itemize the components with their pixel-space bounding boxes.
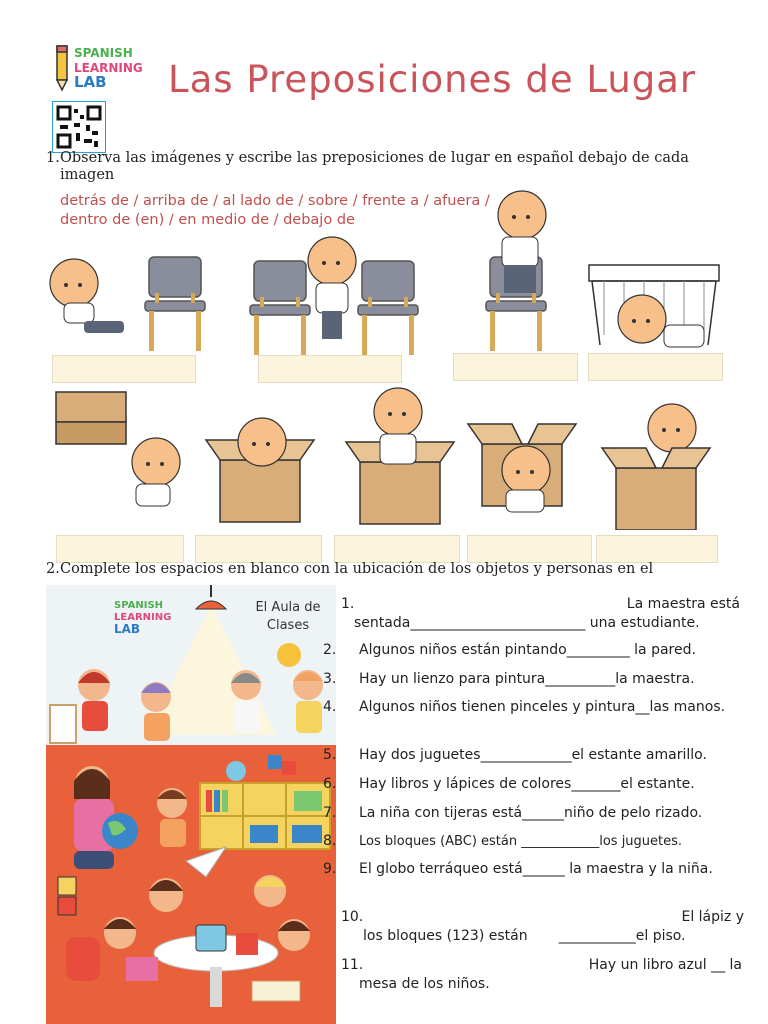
sentence-7-number: 7. <box>323 805 337 821</box>
page-title: Las Preposiciones de Lugar <box>168 58 697 101</box>
illustration-row-1 <box>44 185 724 355</box>
sentence-4-number: 4. <box>323 699 337 715</box>
sentence-1-text-a: La maestra está <box>626 596 740 612</box>
sentence-10-text-b: los bloques (123) están ___________el piso. <box>363 928 686 944</box>
scene-title-line1: El Aula de <box>255 600 321 615</box>
sentence-2-text: Algunos niños están pintando_________ la pared. <box>359 642 696 658</box>
answer-box-5[interactable] <box>56 535 184 563</box>
sentence-10 <box>341 908 746 946</box>
sentence-1-number: 1. <box>341 596 355 612</box>
question-1-text: Observa las imágenes y escribe las preposiciones de lugar en español debajo de cada imagen <box>60 150 689 183</box>
sentence-2-number: 2. <box>323 642 337 658</box>
sentence-11-number: 11. <box>341 957 364 973</box>
scene-logo-line3: LAB <box>114 622 141 636</box>
pencil-icon <box>52 44 72 92</box>
logo-line3: LAB <box>74 73 107 91</box>
sentence-6-number: 6. <box>323 776 337 792</box>
sentence-6-text: Hay libros y lápices de colores_______el estante. <box>359 776 695 792</box>
sentence-11 <box>341 956 746 994</box>
sentence-11-text-a: Hay un libro azul __ la <box>588 957 742 973</box>
sentence-8 <box>323 832 764 851</box>
illustration-row-2 <box>50 380 720 530</box>
sentence-4 <box>323 698 729 717</box>
sentence-9 <box>323 860 739 879</box>
answer-box-2[interactable] <box>258 355 402 383</box>
scene-title-line2: Clases <box>266 618 310 633</box>
answer-box-7[interactable] <box>334 535 460 563</box>
sentence-11-text-b: mesa de los niños. <box>359 976 490 992</box>
scene-logo-line2: LEARNING <box>114 612 172 623</box>
sentence-5-text: Hay dos juguetes_____________el estante amarillo. <box>359 747 707 763</box>
sentence-10-number: 10. <box>341 909 364 925</box>
scene-logo-line1: SPANISH <box>114 600 164 611</box>
question-1 <box>46 150 746 184</box>
logo-line2: LEARNING <box>74 61 143 75</box>
sentence-10-text-a: El lápiz y <box>681 909 744 925</box>
sentence-8-number: 8. <box>323 833 337 849</box>
sentence-3 <box>323 670 764 689</box>
sentence-4-text: Algunos niños tienen pinceles y pintura__las manos. <box>359 699 726 715</box>
sentence-8-text: Los bloques (ABC) están ____________los juguetes. <box>359 834 683 849</box>
sentence-9-number: 9. <box>323 861 337 877</box>
sentence-1-text-b: sentada_________________________ una estudiante. <box>354 615 700 631</box>
logo <box>52 44 162 94</box>
sentence-7-text: La niña con tijeras está______niño de pelo rizado. <box>359 805 703 821</box>
sentence-2 <box>323 641 764 660</box>
sentence-6 <box>323 775 764 794</box>
answer-box-8[interactable] <box>467 535 592 563</box>
sentence-5-number: 5. <box>323 747 337 763</box>
sentence-3-text: Hay un lienzo para pintura__________la maestra. <box>359 671 695 687</box>
sentence-7 <box>323 804 764 823</box>
answer-box-4[interactable] <box>588 353 723 381</box>
word-bank: detrás de / arriba de / al lado de / sobre / frente a / afuera / dentro de (en) / en medio de / debajo de <box>60 193 490 228</box>
qr-code <box>52 101 106 153</box>
sentence-9-text: El globo terráqueo está______ la maestra y la niña. <box>359 861 713 877</box>
answer-box-9[interactable] <box>596 535 718 563</box>
question-2-text: Complete los espacios en blanco con la ubicación de los objetos y personas en el <box>60 561 654 577</box>
question-1-number: 1. <box>46 150 60 166</box>
classroom-illustration <box>46 585 336 1024</box>
classroom-drawing <box>46 585 336 1024</box>
question-2 <box>46 561 756 579</box>
sentence-3-number: 3. <box>323 671 337 687</box>
answer-box-1[interactable] <box>52 355 196 383</box>
answer-box-3[interactable] <box>453 353 578 381</box>
sentence-1 <box>341 595 746 633</box>
sentence-5 <box>323 746 764 765</box>
logo-line1: SPANISH <box>74 46 133 60</box>
answer-box-6[interactable] <box>195 535 322 563</box>
question-2-number: 2. <box>46 561 60 577</box>
